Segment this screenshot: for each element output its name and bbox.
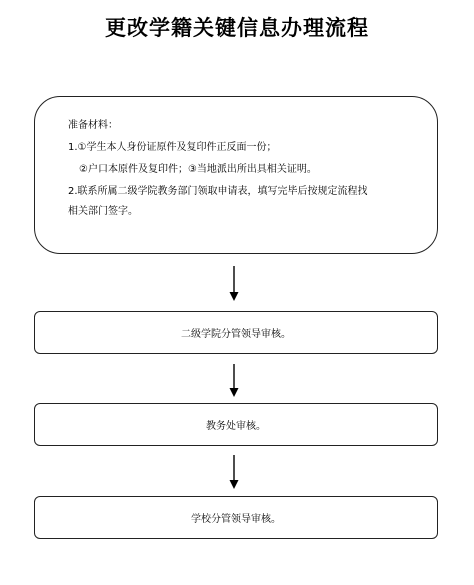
down-arrow-icon (228, 266, 240, 302)
materials-line-4: 相关部门签字。 (68, 206, 138, 217)
materials-box (34, 96, 438, 254)
down-arrow-icon (228, 364, 240, 398)
flow-step-university-review (34, 496, 438, 539)
flow-step-label: 二级学院分管领导审核。 (181, 329, 291, 340)
materials-line-3: 2.联系所属二级学院教务部门领取申请表，填写完毕后按规定流程找 (68, 186, 368, 197)
flow-step-label: 学校分管领导审核。 (191, 514, 281, 525)
down-arrow-icon (228, 455, 240, 490)
flow-step-college-review (34, 311, 438, 354)
flow-step-academic-affairs-review (34, 403, 438, 446)
materials-line-1: 1.①学生本人身份证原件及复印件正反面一份； (68, 142, 277, 153)
materials-line-2: ②户口本原件及复印件；③当地派出所出具相关证明。 (79, 164, 317, 175)
page-title: 更改学籍关键信息办理流程 (105, 15, 369, 40)
materials-heading: 准备材料： (68, 120, 118, 131)
flow-step-label: 教务处审核。 (206, 421, 266, 432)
